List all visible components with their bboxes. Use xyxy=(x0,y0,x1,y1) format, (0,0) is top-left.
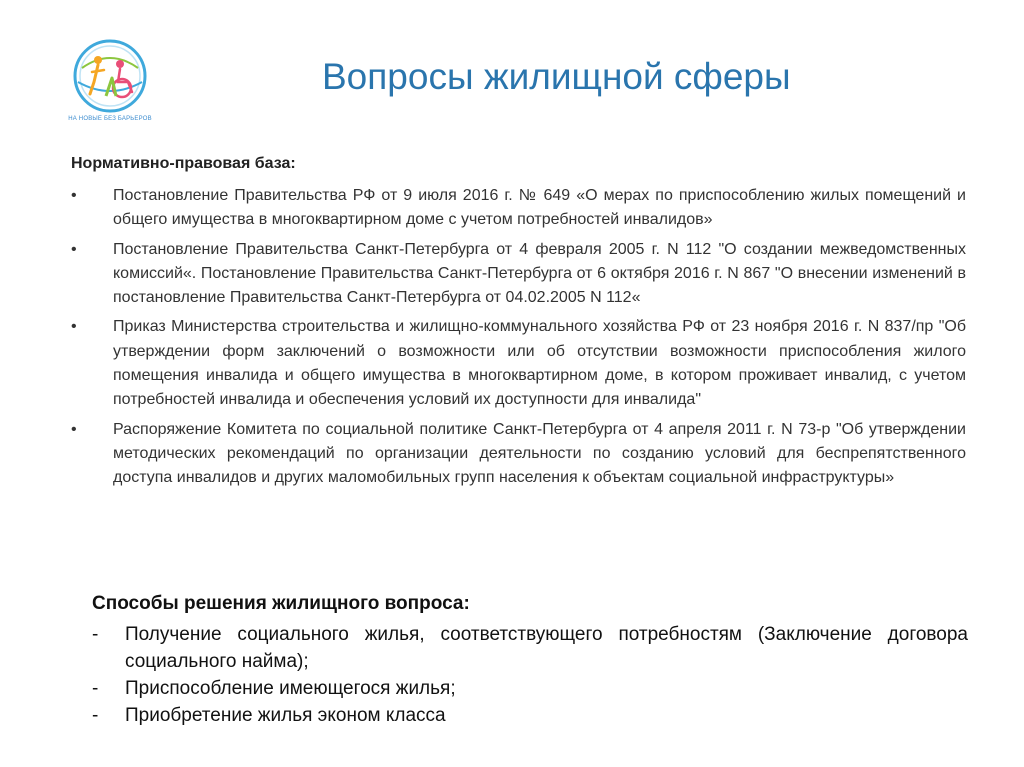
list-item xyxy=(92,621,968,675)
list-item-text: Приобретение жилья эконом класса xyxy=(125,705,446,726)
list-item-text: Получение социального жилья, соответствующего потребностям (Заключение договора социального найма); xyxy=(125,624,968,672)
bullet-icon: • xyxy=(71,318,77,336)
accessibility-globe-icon xyxy=(62,38,158,118)
solutions-heading: Способы решения жилищного вопроса: xyxy=(92,593,470,614)
dash-icon: - xyxy=(92,705,99,726)
list-item-text: Приказ Министерства строительства и жилищно-коммунального хозяйства РФ от 23 ноября 2016 г. N 837/пр "Об утверждении форм заключений о возможности или об отсутствии возможности приспособления жилого помещения инвалида и общего имущества в многоквартирном доме, в котором проживает инвалид, с учетом потребностей инвалида и обеспечения условий их доступности для инвалида" xyxy=(113,318,966,409)
list-item xyxy=(71,315,966,412)
legal-basis-heading: Нормативно-правовая база: xyxy=(71,155,296,172)
list-item-text: Постановление Правительства РФ от 9 июля 2016 г. № 649 «О мерах по приспособлению жилых помещений и общего имущества в многоквартирном доме с учетом потребностей инвалидов» xyxy=(113,187,966,229)
list-item-text: Постановление Правительства Санкт-Петербурга от 4 февраля 2005 г. N 112 "О создании межведомственных комиссий«. Постановление Правительства Санкт-Петербурга от 6 октября 2016 г. N 867 "О внесении изменений в постановление Правительства Санкт-Петербурга от 04.02.2005 N 112« xyxy=(113,240,966,307)
logo-caption: НА НОВЫЕ БЕЗ БАРЬЕРОВ xyxy=(68,116,152,122)
list-item xyxy=(71,184,966,233)
list-item xyxy=(71,238,966,311)
list-item-text: Приспособление имеющегося жилья; xyxy=(125,678,456,699)
solutions-list xyxy=(92,621,968,729)
legal-basis-list xyxy=(71,184,966,496)
bullet-icon: • xyxy=(71,240,77,258)
bullet-icon: • xyxy=(71,420,77,438)
dash-icon: - xyxy=(92,678,99,699)
list-item xyxy=(71,418,966,491)
list-item-text: Распоряжение Комитета по социальной политике Санкт-Петербурга от 4 апреля 2011 г. N 73-р "Об утверждении методических рекомендаций по организации деятельности по созданию условий для беспрепятственного доступа инвалидов и других маломобильных групп населения к объектам социальной инфраструктуры» xyxy=(113,420,966,487)
dash-icon: - xyxy=(92,624,99,645)
list-item xyxy=(92,702,968,729)
logo xyxy=(62,38,158,128)
bullet-icon: • xyxy=(71,187,77,204)
list-item xyxy=(92,675,968,702)
page-title: Вопросы жилищной сферы xyxy=(322,56,791,97)
